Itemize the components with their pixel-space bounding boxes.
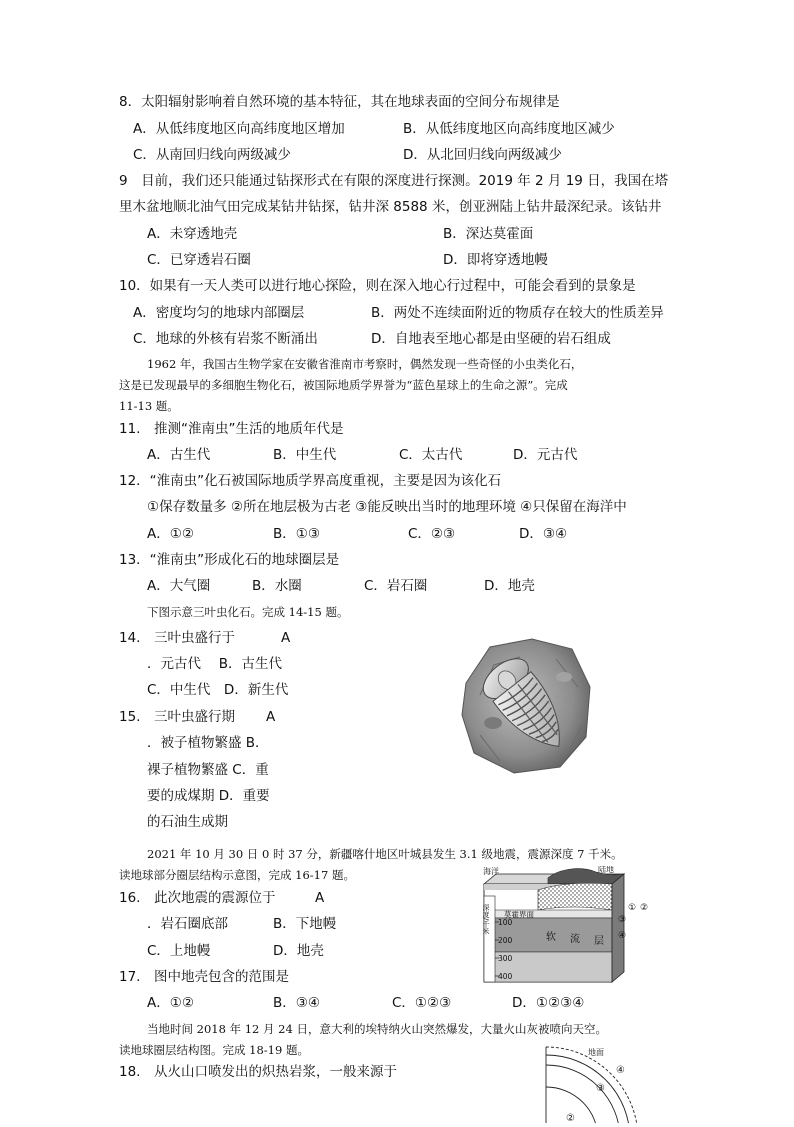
q8-option-c: C．从南回归线向两级减少: [133, 147, 291, 163]
earth-sphere-svg: [540, 1043, 640, 1123]
land-label: 陆地: [598, 866, 614, 874]
depth-200-label: 200: [498, 936, 513, 945]
marker-2: ②: [640, 903, 649, 913]
q16-answer: A: [315, 890, 325, 906]
q15-options-line2: 裸子植物繁盛 C．重: [147, 762, 269, 778]
q10-option-d: D．自地表至地心都是由坚硬的岩石组成: [371, 331, 611, 347]
intro-11-13-line3: 11-13 题。: [119, 399, 179, 413]
intro-16-17-line1: 2021 年 10 月 30 日 0 时 37 分，新疆喀什地区叶城县发生 3.1 级地震，震源深度 7 千米。: [147, 847, 623, 861]
q12-option-b: B．①③: [273, 526, 320, 542]
sea-label: 海洋: [483, 867, 499, 876]
q17-option-d: D．①②③④: [512, 995, 585, 1011]
q16-stem: 16. 此次地震的震源位于: [119, 890, 276, 906]
marker-4: ④: [618, 931, 627, 941]
flow-label: 流: [570, 934, 580, 945]
q15-options-line4: 的石油生成期: [147, 814, 228, 830]
intro-18-19-line1: 当地时间 2018 年 12 月 24 日，意大利的埃特纳火山突然爆发，大量火山灰被喷向天空。: [147, 1022, 607, 1036]
q10-option-a: A．密度均匀的地球内部圈层: [133, 305, 305, 321]
earth-sphere-diagram: [540, 1043, 640, 1123]
q9-stem-line2: 里木盆地顺北油气田完成某钻井钻探，钻井深 8588 米，创亚洲陆上钻井最深纪录。该钻井: [119, 199, 662, 215]
intro-16-17-line2: 读地球部分圈层结构示意图，完成 16-17 题。: [119, 868, 355, 882]
q14-options-line1: ．元古代 B．古生代: [147, 656, 283, 672]
marker-1: ①: [628, 903, 637, 913]
layer-label: 层: [594, 936, 604, 947]
trilobite-fossil-image: [460, 635, 594, 775]
q15-options-line1: ．被子植物繁盛 B．: [147, 735, 269, 751]
q15-answer: A: [266, 709, 276, 725]
q16-option-d: D．地壳: [273, 943, 324, 959]
trilobite-fossil-drawing: [460, 635, 594, 775]
q14-answer: A: [281, 630, 291, 646]
q12-stem: 12．“淮南虫”化石被国际地质学界高度重视，主要是因为该化石: [119, 473, 502, 489]
q12-option-d: D．③④: [519, 526, 568, 542]
q8-option-a: A．从低纬度地区向高纬度地区增加: [133, 121, 345, 137]
sphere-marker-3: ③: [596, 1083, 605, 1094]
ground-label: 地面: [588, 1048, 604, 1057]
q13-option-d: D．地壳: [484, 578, 535, 594]
q17-stem: 17. 图中地壳包含的范围是: [119, 969, 289, 985]
q9-option-a: A．未穿透地壳: [147, 226, 238, 242]
q8-stem: 8．太阳辐射影响着自然环境的基本特征，其在地球表面的空间分布规律是: [119, 94, 560, 110]
q8-option-d: D．从北回归线向两级减少: [403, 147, 562, 163]
q16-option-a: ．岩石圈底部: [147, 916, 228, 932]
q14-options-line2: C．中生代 D．新生代: [147, 682, 289, 698]
q13-option-b: B．水圈: [252, 578, 302, 594]
intro-18-19-line2: 读地球圈层结构图。完成 18-19 题。: [119, 1043, 309, 1057]
sphere-marker-4: ④: [616, 1065, 625, 1076]
earth-layers-block-svg: [478, 866, 654, 986]
q11-option-c: C．太古代: [399, 447, 463, 463]
depth-100-label: 100: [498, 918, 513, 927]
q9-option-c: C．已穿透岩石圈: [147, 252, 251, 268]
q9-option-d: D．即将穿透地幔: [443, 252, 548, 268]
q11-option-b: B．中生代: [273, 447, 337, 463]
q11-option-a: A．古生代: [147, 447, 211, 463]
intro-14-15: 下图示意三叶虫化石。完成 14-15 题。: [147, 605, 349, 619]
depth-300-label: 300: [498, 954, 513, 963]
q9-stem-line1: 9 目前，我们还只能通过钻探形式在有限的深度进行探测。2019 年 2 月 19 日，我国在塔: [119, 173, 669, 189]
q17-option-b: B．③④: [273, 995, 320, 1011]
q16-option-c: C．上地幔: [147, 943, 211, 959]
q12-items: ①保存数量多 ②所在地层极为古老 ③能反映出当时的地理环境 ④只保留在海洋中: [147, 499, 627, 515]
sphere-marker-2: ②: [566, 1113, 575, 1123]
q15-stem: 15. 三叶虫盛行期: [119, 709, 235, 725]
q14-stem: 14. 三叶虫盛行于: [119, 630, 235, 646]
soft-label: 软: [546, 932, 556, 943]
q8-option-b: B．从低纬度地区向高纬度地区减少: [403, 121, 615, 137]
q10-stem: 10．如果有一天人类可以进行地心探险，则在深入地心行过程中，可能会看到的景象是: [119, 278, 636, 294]
q12-option-a: A．①②: [147, 526, 194, 542]
depth-400-label: 400: [498, 972, 513, 981]
q13-option-a: A．大气圈: [147, 578, 211, 594]
depth-axis-label: 深度/千米: [482, 904, 490, 935]
intro-11-13-line1: 1962 年，我国古生物学家在安徽省淮南市考察时，偶然发现一些奇怪的小虫类化石，: [147, 357, 583, 371]
q17-option-a: A．①②: [147, 995, 194, 1011]
q12-option-c: C．②③: [408, 526, 456, 542]
q10-option-c: C．地球的外核有岩浆不断涌出: [133, 331, 318, 347]
q11-stem: 11. 推测“淮南虫”生活的地质年代是: [119, 421, 344, 437]
q11-option-d: D．元古代: [513, 447, 578, 463]
q13-stem: 13．“淮南虫”形成化石的地球圈层是: [119, 552, 340, 568]
moho-label: 莫霍界面: [504, 910, 534, 919]
q10-option-b: B．两处不连续面附近的物质存在较大的性质差异: [371, 305, 664, 321]
earth-layers-block-diagram: [478, 866, 654, 986]
q16-option-b: B．下地幔: [273, 916, 337, 932]
q9-option-b: B．深达莫霍面: [443, 226, 534, 242]
q15-options-line3: 要的成煤期 D．重要: [147, 788, 270, 804]
marker-3: ③: [618, 915, 627, 925]
q17-option-c: C．①②③: [392, 995, 452, 1011]
q18-stem: 18. 从火山口喷发出的炽热岩浆，一般来源于: [119, 1064, 397, 1080]
intro-11-13-line2: 这是已发现最早的多细胞生物化石，被国际地质学界誉为“蓝色星球上的生命之源”。完成: [119, 378, 568, 392]
q13-option-c: C．岩石圈: [364, 578, 428, 594]
